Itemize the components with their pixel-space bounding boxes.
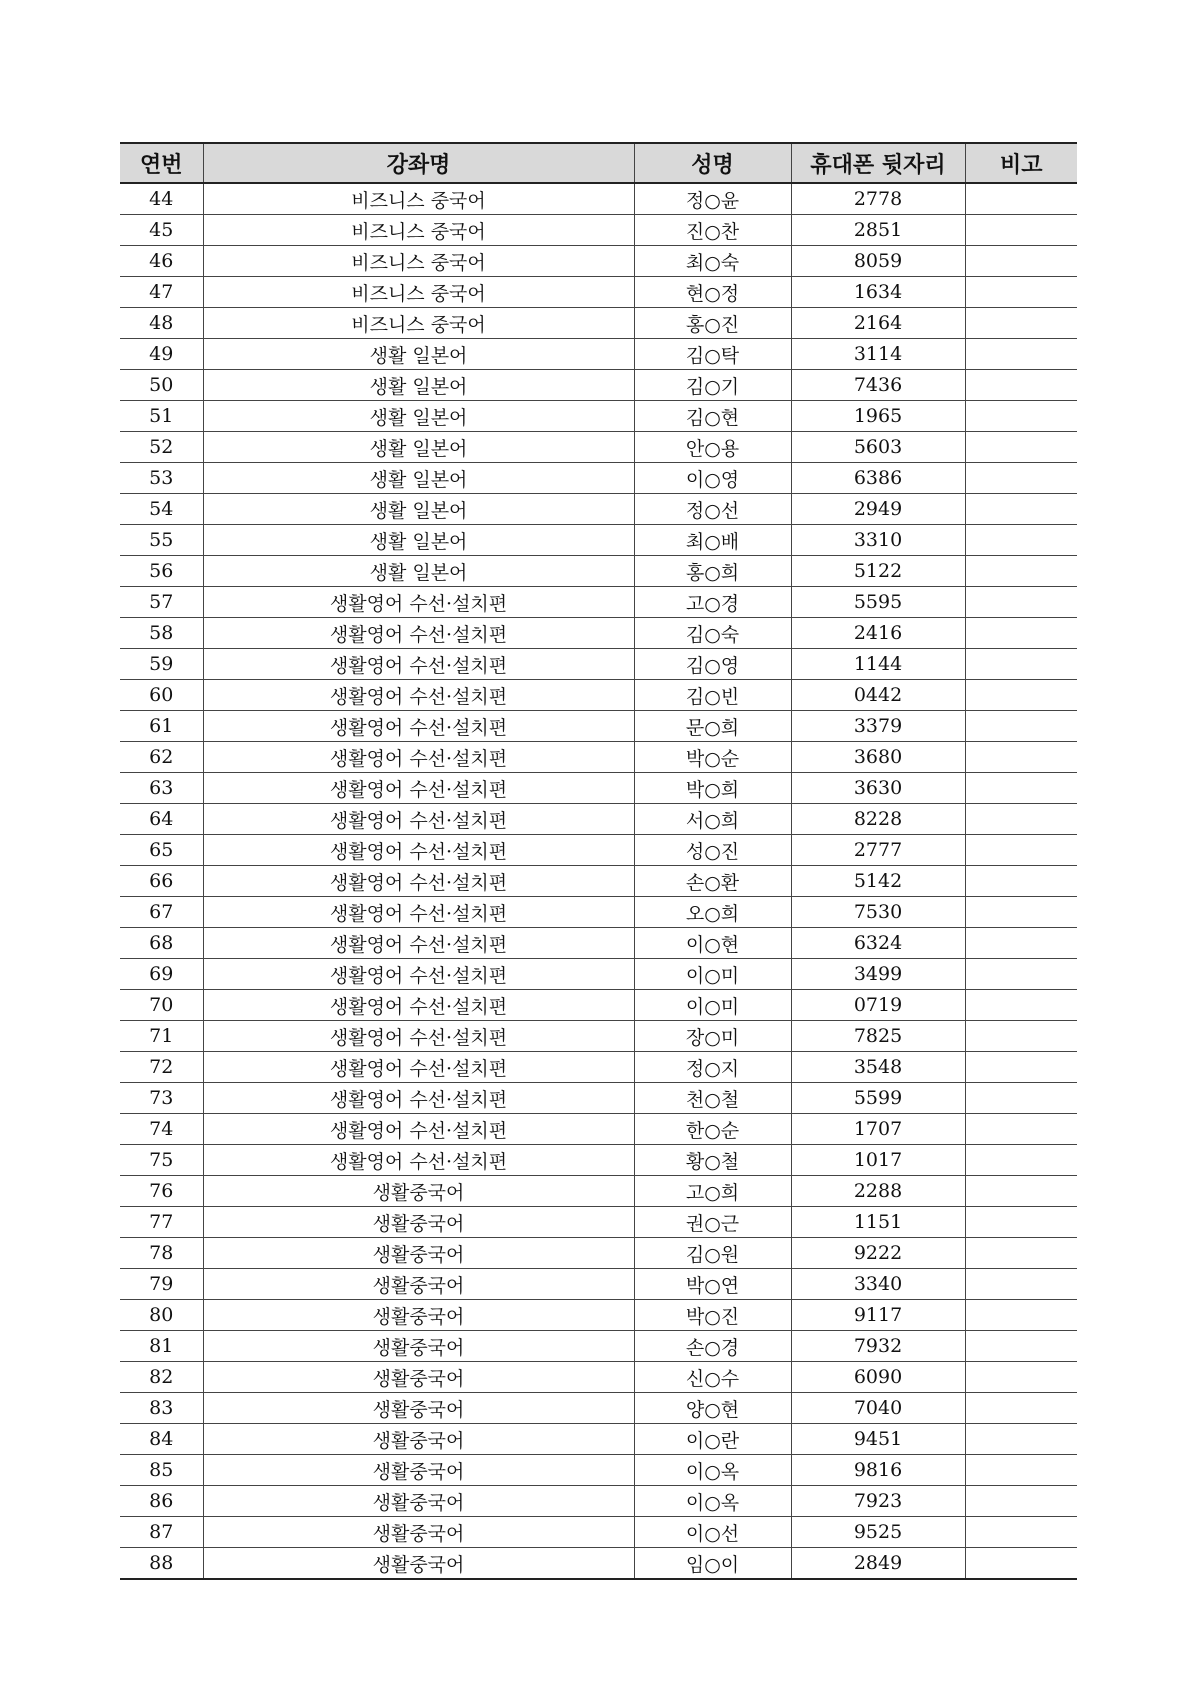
cell-no: 80: [120, 1300, 203, 1331]
table-row: [120, 618, 1077, 649]
cell-name: 최○숙: [634, 246, 791, 277]
cell-name: 이○란: [634, 1424, 791, 1455]
table-row: [120, 1269, 1077, 1300]
cell-phone: 3379: [791, 711, 965, 742]
table-row: [120, 742, 1077, 773]
cell-name: 권○근: [634, 1207, 791, 1238]
cell-no: 79: [120, 1269, 203, 1300]
table-row: [120, 370, 1077, 401]
cell-phone: 9525: [791, 1517, 965, 1548]
cell-no: 48: [120, 308, 203, 339]
cell-note: [965, 339, 1077, 370]
cell-note: [965, 1021, 1077, 1052]
cell-no: 61: [120, 711, 203, 742]
cell-no: 71: [120, 1021, 203, 1052]
cell-no: 66: [120, 866, 203, 897]
cell-name: 손○경: [634, 1331, 791, 1362]
cell-note: [965, 1300, 1077, 1331]
cell-no: 58: [120, 618, 203, 649]
cell-course: 생활영어 수선·설치편: [203, 959, 634, 990]
header-note: 비고: [965, 143, 1077, 183]
cell-phone: 2164: [791, 308, 965, 339]
cell-name: 한○순: [634, 1114, 791, 1145]
cell-course: 생활중국어: [203, 1176, 634, 1207]
cell-name: 이○영: [634, 463, 791, 494]
cell-phone: 2777: [791, 835, 965, 866]
cell-name: 고○경: [634, 587, 791, 618]
cell-course: 생활중국어: [203, 1424, 634, 1455]
cell-phone: 3499: [791, 959, 965, 990]
cell-phone: 5603: [791, 432, 965, 463]
cell-no: 46: [120, 246, 203, 277]
cell-note: [965, 1331, 1077, 1362]
cell-no: 84: [120, 1424, 203, 1455]
cell-course: 생활영어 수선·설치편: [203, 804, 634, 835]
cell-no: 86: [120, 1486, 203, 1517]
cell-course: 생활영어 수선·설치편: [203, 866, 634, 897]
table-row: [120, 1021, 1077, 1052]
cell-course: 생활영어 수선·설치편: [203, 1021, 634, 1052]
cell-course: 생활영어 수선·설치편: [203, 1083, 634, 1114]
table-row: [120, 897, 1077, 928]
table-header: [120, 143, 1077, 183]
cell-phone: 7923: [791, 1486, 965, 1517]
cell-course: 생활 일본어: [203, 463, 634, 494]
cell-course: 생활중국어: [203, 1393, 634, 1424]
cell-note: [965, 308, 1077, 339]
cell-course: 생활 일본어: [203, 494, 634, 525]
cell-phone: 2416: [791, 618, 965, 649]
cell-phone: 6324: [791, 928, 965, 959]
cell-phone: 2288: [791, 1176, 965, 1207]
cell-no: 72: [120, 1052, 203, 1083]
cell-phone: 3114: [791, 339, 965, 370]
table-row: [120, 1424, 1077, 1455]
table-row: [120, 1486, 1077, 1517]
cell-course: 생활영어 수선·설치편: [203, 928, 634, 959]
cell-name: 김○탁: [634, 339, 791, 370]
cell-no: 55: [120, 525, 203, 556]
table-row: [120, 680, 1077, 711]
cell-name: 이○현: [634, 928, 791, 959]
cell-no: 56: [120, 556, 203, 587]
table-row: [120, 773, 1077, 804]
cell-no: 47: [120, 277, 203, 308]
table-row: [120, 432, 1077, 463]
cell-note: [965, 370, 1077, 401]
cell-no: 64: [120, 804, 203, 835]
table-row: [120, 1238, 1077, 1269]
cell-no: 69: [120, 959, 203, 990]
cell-no: 82: [120, 1362, 203, 1393]
table-row: [120, 1300, 1077, 1331]
cell-phone: 3548: [791, 1052, 965, 1083]
cell-note: [965, 525, 1077, 556]
cell-phone: 9451: [791, 1424, 965, 1455]
table-row: [120, 1362, 1077, 1393]
cell-note: [965, 1083, 1077, 1114]
cell-no: 45: [120, 215, 203, 246]
cell-no: 75: [120, 1145, 203, 1176]
cell-phone: 7825: [791, 1021, 965, 1052]
table-row: [120, 401, 1077, 432]
table-row: [120, 959, 1077, 990]
cell-phone: 1707: [791, 1114, 965, 1145]
cell-no: 44: [120, 183, 203, 215]
cell-note: [965, 928, 1077, 959]
cell-name: 박○순: [634, 742, 791, 773]
cell-no: 59: [120, 649, 203, 680]
cell-name: 김○빈: [634, 680, 791, 711]
cell-no: 67: [120, 897, 203, 928]
table-row: [120, 339, 1077, 370]
cell-no: 63: [120, 773, 203, 804]
table-row: [120, 928, 1077, 959]
table-row: [120, 556, 1077, 587]
table-row: [120, 277, 1077, 308]
table-row: [120, 866, 1077, 897]
cell-course: 생활영어 수선·설치편: [203, 990, 634, 1021]
table-row: [120, 1393, 1077, 1424]
cell-name: 정○선: [634, 494, 791, 525]
cell-name: 신○수: [634, 1362, 791, 1393]
cell-course: 생활영어 수선·설치편: [203, 618, 634, 649]
cell-no: 52: [120, 432, 203, 463]
cell-no: 60: [120, 680, 203, 711]
cell-note: [965, 959, 1077, 990]
cell-course: 생활영어 수선·설치편: [203, 1114, 634, 1145]
cell-no: 74: [120, 1114, 203, 1145]
cell-phone: 3340: [791, 1269, 965, 1300]
cell-note: [965, 432, 1077, 463]
cell-note: [965, 277, 1077, 308]
cell-note: [965, 649, 1077, 680]
table-row: [120, 246, 1077, 277]
cell-note: [965, 866, 1077, 897]
cell-note: [965, 1269, 1077, 1300]
cell-note: [965, 1052, 1077, 1083]
table-row: [120, 525, 1077, 556]
table-row: [120, 1548, 1077, 1580]
cell-phone: 5599: [791, 1083, 965, 1114]
cell-no: 73: [120, 1083, 203, 1114]
cell-note: [965, 897, 1077, 928]
cell-note: [965, 680, 1077, 711]
cell-note: [965, 463, 1077, 494]
table-row: [120, 1114, 1077, 1145]
header-course: 강좌명: [203, 143, 634, 183]
cell-name: 서○희: [634, 804, 791, 835]
table-row: [120, 804, 1077, 835]
cell-course: 생활영어 수선·설치편: [203, 587, 634, 618]
table-row: [120, 183, 1077, 215]
cell-name: 현○정: [634, 277, 791, 308]
cell-course: 비즈니스 중국어: [203, 246, 634, 277]
cell-course: 생활 일본어: [203, 556, 634, 587]
cell-name: 박○진: [634, 1300, 791, 1331]
table-row: [120, 1455, 1077, 1486]
cell-name: 장○미: [634, 1021, 791, 1052]
cell-course: 생활 일본어: [203, 401, 634, 432]
cell-note: [965, 1424, 1077, 1455]
cell-phone: 0442: [791, 680, 965, 711]
cell-note: [965, 215, 1077, 246]
cell-note: [965, 183, 1077, 215]
cell-name: 안○용: [634, 432, 791, 463]
cell-course: 비즈니스 중국어: [203, 183, 634, 215]
cell-course: 비즈니스 중국어: [203, 215, 634, 246]
cell-name: 김○원: [634, 1238, 791, 1269]
cell-no: 54: [120, 494, 203, 525]
cell-note: [965, 1455, 1077, 1486]
table-row: [120, 1052, 1077, 1083]
cell-name: 양○현: [634, 1393, 791, 1424]
cell-phone: 3680: [791, 742, 965, 773]
cell-phone: 7436: [791, 370, 965, 401]
cell-note: [965, 1362, 1077, 1393]
cell-name: 고○희: [634, 1176, 791, 1207]
cell-note: [965, 246, 1077, 277]
cell-note: [965, 494, 1077, 525]
table-row: [120, 1331, 1077, 1362]
cell-phone: 5595: [791, 587, 965, 618]
cell-no: 68: [120, 928, 203, 959]
cell-note: [965, 401, 1077, 432]
table-row: [120, 835, 1077, 866]
cell-phone: 1017: [791, 1145, 965, 1176]
cell-no: 83: [120, 1393, 203, 1424]
cell-phone: 9117: [791, 1300, 965, 1331]
cell-no: 65: [120, 835, 203, 866]
cell-course: 생활중국어: [203, 1486, 634, 1517]
cell-phone: 8059: [791, 246, 965, 277]
cell-course: 생활중국어: [203, 1238, 634, 1269]
cell-phone: 8228: [791, 804, 965, 835]
cell-name: 이○선: [634, 1517, 791, 1548]
table-row: [120, 1207, 1077, 1238]
cell-note: [965, 711, 1077, 742]
cell-no: 81: [120, 1331, 203, 1362]
cell-phone: 5122: [791, 556, 965, 587]
cell-phone: 1965: [791, 401, 965, 432]
cell-phone: 9816: [791, 1455, 965, 1486]
cell-phone: 6386: [791, 463, 965, 494]
cell-course: 생활중국어: [203, 1207, 634, 1238]
cell-note: [965, 1238, 1077, 1269]
cell-phone: 3310: [791, 525, 965, 556]
cell-note: [965, 1548, 1077, 1580]
header-name: 성명: [634, 143, 791, 183]
cell-course: 생활영어 수선·설치편: [203, 649, 634, 680]
cell-no: 70: [120, 990, 203, 1021]
cell-name: 이○미: [634, 959, 791, 990]
cell-no: 57: [120, 587, 203, 618]
cell-name: 김○현: [634, 401, 791, 432]
cell-course: 생활영어 수선·설치편: [203, 742, 634, 773]
cell-note: [965, 1145, 1077, 1176]
cell-phone: 9222: [791, 1238, 965, 1269]
cell-name: 이○옥: [634, 1486, 791, 1517]
table-body: [120, 183, 1077, 1579]
cell-no: 76: [120, 1176, 203, 1207]
cell-note: [965, 1114, 1077, 1145]
cell-course: 생활 일본어: [203, 432, 634, 463]
cell-course: 생활영어 수선·설치편: [203, 711, 634, 742]
cell-no: 49: [120, 339, 203, 370]
cell-note: [965, 1207, 1077, 1238]
participant-table: [120, 142, 1077, 1580]
table-row: [120, 990, 1077, 1021]
table-row: [120, 494, 1077, 525]
cell-phone: 2849: [791, 1548, 965, 1580]
cell-no: 77: [120, 1207, 203, 1238]
cell-note: [965, 1517, 1077, 1548]
cell-no: 62: [120, 742, 203, 773]
cell-note: [965, 1393, 1077, 1424]
cell-phone: 1151: [791, 1207, 965, 1238]
cell-course: 생활 일본어: [203, 525, 634, 556]
cell-name: 오○희: [634, 897, 791, 928]
cell-name: 김○기: [634, 370, 791, 401]
table-row: [120, 308, 1077, 339]
table-row: [120, 215, 1077, 246]
cell-name: 홍○희: [634, 556, 791, 587]
cell-course: 생활영어 수선·설치편: [203, 835, 634, 866]
cell-course: 비즈니스 중국어: [203, 308, 634, 339]
cell-course: 생활영어 수선·설치편: [203, 1145, 634, 1176]
cell-phone: 6090: [791, 1362, 965, 1393]
table-row: [120, 1176, 1077, 1207]
cell-name: 황○철: [634, 1145, 791, 1176]
table-row: [120, 1517, 1077, 1548]
table-row: [120, 711, 1077, 742]
cell-phone: 1144: [791, 649, 965, 680]
cell-course: 생활중국어: [203, 1331, 634, 1362]
cell-name: 성○진: [634, 835, 791, 866]
cell-note: [965, 1486, 1077, 1517]
table-row: [120, 587, 1077, 618]
cell-note: [965, 835, 1077, 866]
cell-no: 78: [120, 1238, 203, 1269]
cell-name: 문○희: [634, 711, 791, 742]
cell-course: 비즈니스 중국어: [203, 277, 634, 308]
cell-note: [965, 556, 1077, 587]
table-row: [120, 463, 1077, 494]
cell-name: 이○옥: [634, 1455, 791, 1486]
table-row: [120, 1145, 1077, 1176]
cell-name: 홍○진: [634, 308, 791, 339]
cell-name: 박○연: [634, 1269, 791, 1300]
cell-note: [965, 742, 1077, 773]
cell-phone: 7040: [791, 1393, 965, 1424]
cell-course: 생활중국어: [203, 1362, 634, 1393]
cell-note: [965, 804, 1077, 835]
cell-course: 생활중국어: [203, 1455, 634, 1486]
cell-name: 임○이: [634, 1548, 791, 1580]
cell-phone: 2778: [791, 183, 965, 215]
cell-note: [965, 773, 1077, 804]
cell-course: 생활영어 수선·설치편: [203, 897, 634, 928]
cell-phone: 0719: [791, 990, 965, 1021]
cell-course: 생활영어 수선·설치편: [203, 680, 634, 711]
cell-phone: 2851: [791, 215, 965, 246]
table-row: [120, 649, 1077, 680]
cell-name: 이○미: [634, 990, 791, 1021]
cell-no: 50: [120, 370, 203, 401]
cell-name: 손○환: [634, 866, 791, 897]
cell-phone: 2949: [791, 494, 965, 525]
cell-course: 생활영어 수선·설치편: [203, 1052, 634, 1083]
cell-name: 진○찬: [634, 215, 791, 246]
cell-name: 박○희: [634, 773, 791, 804]
cell-phone: 5142: [791, 866, 965, 897]
cell-note: [965, 587, 1077, 618]
cell-no: 88: [120, 1548, 203, 1580]
cell-name: 김○영: [634, 649, 791, 680]
cell-note: [965, 618, 1077, 649]
cell-name: 최○배: [634, 525, 791, 556]
cell-course: 생활 일본어: [203, 339, 634, 370]
cell-no: 51: [120, 401, 203, 432]
cell-course: 생활중국어: [203, 1269, 634, 1300]
cell-no: 87: [120, 1517, 203, 1548]
cell-phone: 1634: [791, 277, 965, 308]
cell-course: 생활중국어: [203, 1517, 634, 1548]
cell-note: [965, 990, 1077, 1021]
cell-course: 생활 일본어: [203, 370, 634, 401]
cell-name: 정○지: [634, 1052, 791, 1083]
cell-phone: 7530: [791, 897, 965, 928]
cell-no: 85: [120, 1455, 203, 1486]
cell-note: [965, 1176, 1077, 1207]
cell-course: 생활영어 수선·설치편: [203, 773, 634, 804]
cell-course: 생활중국어: [203, 1300, 634, 1331]
table-row: [120, 1083, 1077, 1114]
header-row: [120, 143, 1077, 183]
cell-name: 정○윤: [634, 183, 791, 215]
cell-phone: 3630: [791, 773, 965, 804]
cell-name: 김○숙: [634, 618, 791, 649]
cell-name: 천○철: [634, 1083, 791, 1114]
cell-course: 생활중국어: [203, 1548, 634, 1580]
header-no: 연번: [120, 143, 203, 183]
cell-no: 53: [120, 463, 203, 494]
header-phone: 휴대폰 뒷자리: [791, 143, 965, 183]
cell-phone: 7932: [791, 1331, 965, 1362]
